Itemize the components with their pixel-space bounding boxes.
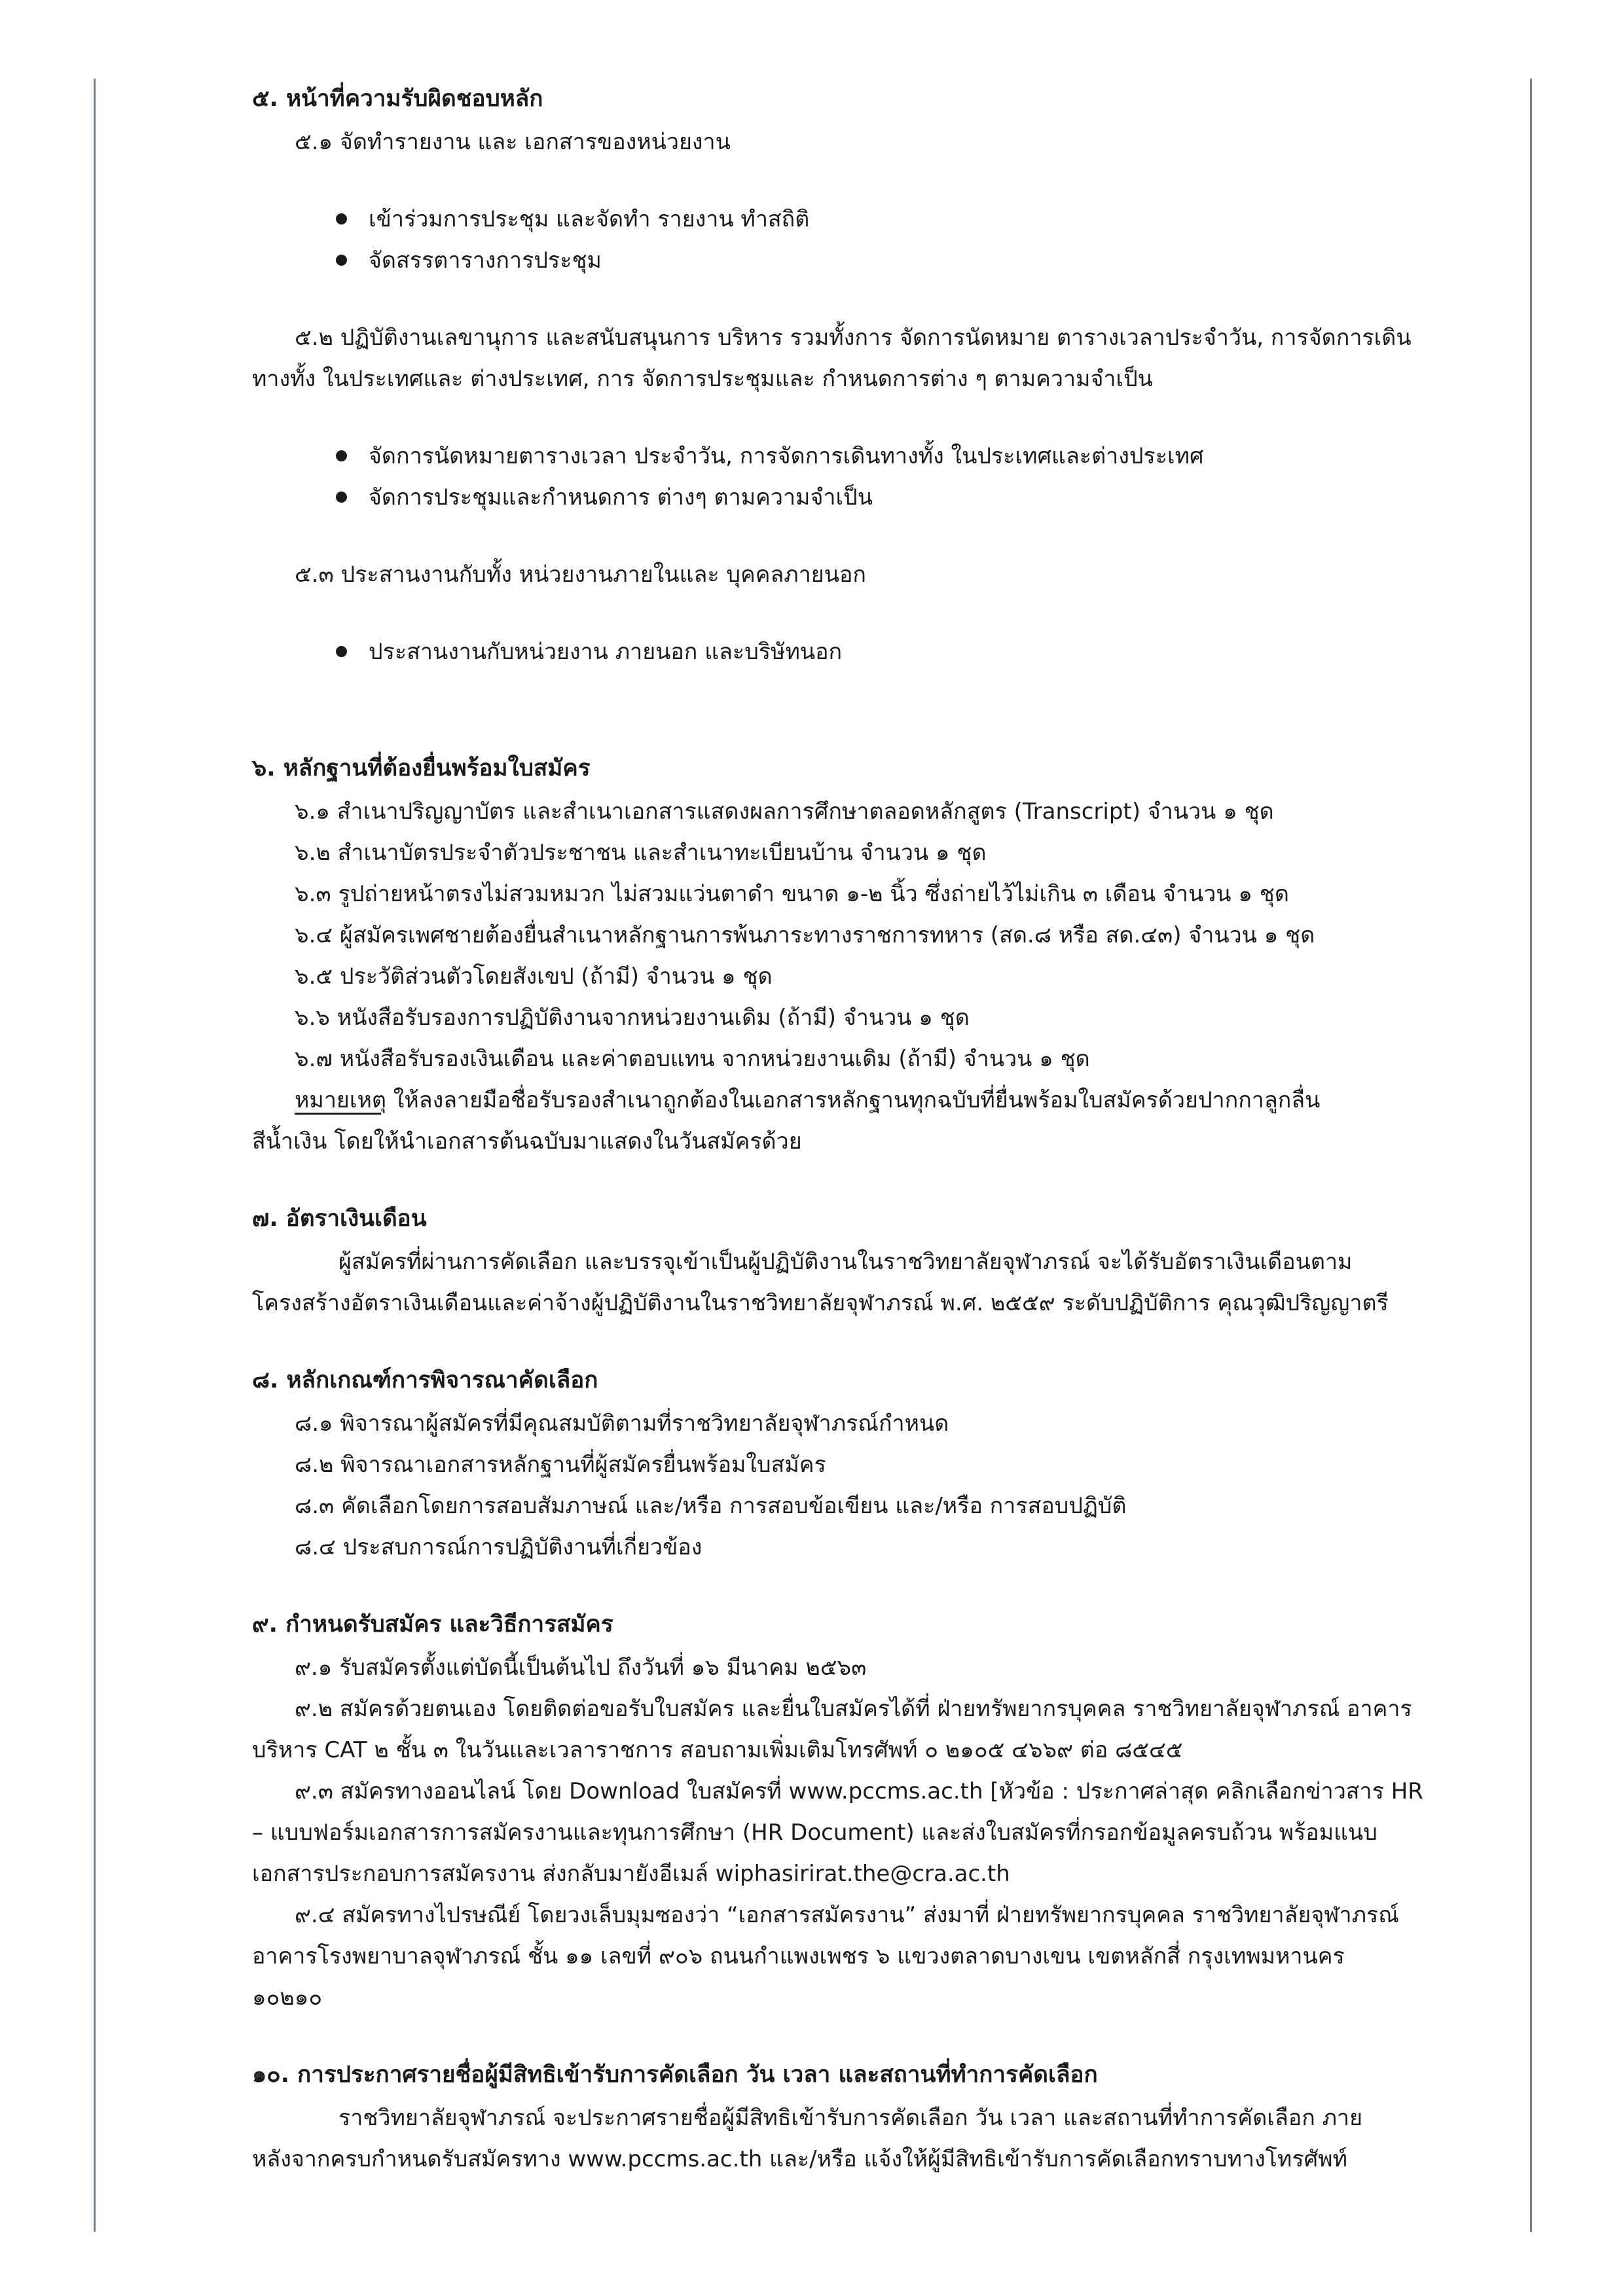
- bullet-text: ประสานงานกับหน่วยงาน ภายนอก และบริษัทนอก: [369, 639, 843, 665]
- paragraph-5-2-line-2: ทางทั้ง ในประเทศและ ต่างประเทศ, การ จัดการประชุมและ กำหนดการต่าง ๆ ตามความจำเป็น: [252, 366, 1153, 392]
- document-item: ๖.๗ หนังสือรับรองเงินเดือน และค่าตอบแทน จากหน่วยงานเดิม (ถ้ามี) จำนวน ๑ ชุด: [295, 1046, 1090, 1072]
- bullet-list-5-1: [252, 199, 1437, 281]
- section-required-documents: [252, 748, 1437, 1162]
- document-item: ๖.๑ สำเนาปริญญาบัตร และสำเนาเอกสารแสดงผลการศึกษาตลอดหลักสูตร (Transcript) จำนวน ๑ ชุด: [295, 798, 1274, 825]
- paragraph-9-2-line-1: ๙.๒ สมัครด้วยตนเอง โดยติดต่อขอรับใบสมัคร และยื่นใบสมัครได้ที่ ฝ่ายทรัพยากรบุคคล ราชวิทยาลัยจุฬาภรณ์ อาคาร: [295, 1696, 1412, 1722]
- bullet-item: [336, 436, 1437, 477]
- bullet-text: เข้าร่วมการประชุม และจัดทำ รายงาน ทำสถิติ: [369, 206, 810, 232]
- section-6-heading: ๖. หลักฐานที่ต้องยื่นพร้อมใบสมัคร: [252, 755, 591, 781]
- note-label: หมายเหตุ: [295, 1087, 386, 1113]
- left-margin-line: [94, 79, 96, 2232]
- announcement-line-1: ราชวิทยาลัยจุฬาภรณ์ จะประกาศรายชื่อผู้มีสิทธิเข้ารับการคัดเลือก วัน เวลา และสถานที่ทำการคัดเลือก ภาย: [338, 2105, 1363, 2131]
- section-selection-criteria: [252, 1360, 1437, 1568]
- paragraph-5-1: ๕.๑ จัดทำรายงาน และ เอกสารของหน่วยงาน: [295, 129, 731, 155]
- paragraph-9-3-line-1: ๙.๓ สมัครทางออนไลน์ โดย Download ใบสมัครที่ www.pccms.ac.th [หัวข้อ : ประกาศล่าสุด คลิกเลือกข่าวสาร HR: [295, 1778, 1423, 1804]
- bullet-icon: [336, 450, 347, 461]
- bullet-icon: [336, 646, 347, 657]
- bullet-text: จัดการนัดหมายตารางเวลา ประจำวัน, การจัดการเดินทางทั้ง ในประเทศและต่างประเทศ: [369, 443, 1204, 469]
- section-9-heading: ๙. กำหนดรับสมัคร และวิธีการสมัคร: [252, 1611, 613, 1638]
- section-8-heading: ๘. หลักเกณฑ์การพิจารณาคัดเลือก: [252, 1367, 598, 1393]
- bullet-item: [336, 240, 1437, 281]
- paragraph-9-3-line-2: – แบบฟอร์มเอกสารการสมัครงานและทุนการศึกษา (HR Document) และส่งใบสมัครที่กรอกข้อมูลครบถ้วน พร้อมแนบ: [252, 1820, 1377, 1846]
- document-item: ๖.๒ สำเนาบัตรประจำตัวประชาชน และสำเนาทะเบียนบ้าน จำนวน ๑ ชุด: [295, 840, 987, 866]
- bullet-list-5-3: [252, 632, 1437, 673]
- paragraph-9-2-line-2: บริหาร CAT ๒ ชั้น ๓ ในวันและเวลาราชการ สอบถามเพิ่มเติมโทรศัพท์ ๐ ๒๑๐๕ ๔๖๖๙ ต่อ ๘๕๔๕: [252, 1737, 1183, 1763]
- criteria-item: ๘.๔ ประสบการณ์การปฏิบัติงานที่เกี่ยวข้อง: [295, 1534, 702, 1560]
- bullet-item: [336, 477, 1437, 518]
- paragraph-5-2-line-1: ๕.๒ ปฏิบัติงานเลขานุการ และสนับสนุนการ บริหาร รวมทั้งการ จัดการนัดหมาย ตารางเวลาประจำวัน, การจัดการเดิน: [295, 325, 1412, 351]
- document-item: ๖.๖ หนังสือรับรองการปฏิบัติงานจากหน่วยงานเดิม (ถ้ามี) จำนวน ๑ ชุด: [295, 1005, 970, 1031]
- right-margin-line: [1530, 79, 1532, 2232]
- bullet-icon: [336, 492, 347, 503]
- announcement-line-2: หลังจากครบกำหนดรับสมัครทาง www.pccms.ac.th และ/หรือ แจ้งให้ผู้มีสิทธิเข้ารับการคัดเลือกทราบทางโทรศัพท์: [252, 2146, 1348, 2172]
- section-announcement: [252, 2054, 1437, 2180]
- document-body: [252, 79, 1437, 2180]
- bullet-icon: [336, 213, 347, 224]
- paragraph-9-3-line-3: เอกสารประกอบการสมัครงาน ส่งกลับมายังอีเมล์ wiphasirirat.the@cra.ac.th: [252, 1861, 1010, 1887]
- criteria-item: ๘.๑ พิจารณาผู้สมัครที่มีคุณสมบัติตามที่ราชวิทยาลัยจุฬาภรณ์กำหนด: [295, 1410, 949, 1437]
- section-7-heading: ๗. อัตราเงินเดือน: [252, 1206, 427, 1232]
- section-application-process: [252, 1604, 1437, 2018]
- bullet-text: จัดการประชุมและกำหนดการ ต่างๆ ตามความจำเป็น: [369, 484, 873, 511]
- salary-line-2: โครงสร้างอัตราเงินเดือนและค่าจ้างผู้ปฏิบัติงานในราชวิทยาลัยจุฬาภรณ์ พ.ศ. ๒๕๕๙ ระดับปฏิบัติการ คุณวุฒิปริญญาตรี: [252, 1290, 1389, 1316]
- bullet-icon: [336, 255, 347, 266]
- paragraph-9-4-line-3: ๑๐๒๑๐: [252, 1984, 323, 2011]
- section-5-heading: ๕. หน้าที่ความรับผิดชอบหลัก: [252, 86, 543, 112]
- salary-line-1: ผู้สมัครที่ผ่านการคัดเลือก และบรรจุเข้าเป็นผู้ปฏิบัติงานในราชวิทยาลัยจุฬาภรณ์ จะได้รับอัตราเงินเดือนตาม: [338, 1249, 1353, 1275]
- bullet-item: [336, 199, 1437, 240]
- bullet-item: [336, 632, 1437, 673]
- note-line-2: สีน้ำเงิน โดยให้นำเอกสารต้นฉบับมาแสดงในวันสมัครด้วย: [252, 1128, 802, 1155]
- document-item: ๖.๓ รูปถ่ายหน้าตรงไม่สวมหมวก ไม่สวมแว่นตาดำ ขนาด ๑-๒ นิ้ว ซึ่งถ่ายไว้ไม่เกิน ๓ เดือน จำนวน ๑ ชุด: [295, 881, 1289, 907]
- paragraph-9-4-line-1: ๙.๔ สมัครทางไปรษณีย์ โดยวงเล็บมุมซองว่า “เอกสารสมัครงาน” ส่งมาที่ ฝ่ายทรัพยากรบุคคล ราชวิทยาลัยจุฬาภรณ์: [295, 1902, 1399, 1928]
- note-text: ให้ลงลายมือชื่อรับรองสำเนาถูกต้องในเอกสารหลักฐานทุกฉบับที่ยื่นพร้อมใบสมัครด้วยปากกาลูกลื่น: [386, 1087, 1321, 1113]
- section-10-heading: ๑๐. การประกาศรายชื่อผู้มีสิทธิเข้ารับการคัดเลือก วัน เวลา และสถานที่ทำการคัดเลือก: [252, 2062, 1098, 2088]
- criteria-item: ๘.๒ พิจารณาเอกสารหลักฐานที่ผู้สมัครยื่นพร้อมใบสมัคร: [295, 1452, 826, 1478]
- criteria-item: ๘.๓ คัดเลือกโดยการสอบสัมภาษณ์ และ/หรือ การสอบข้อเขียน และ/หรือ การสอบปฏิบัติ: [295, 1493, 1127, 1519]
- section-responsibilities: [252, 79, 1437, 673]
- section-salary: [252, 1198, 1437, 1324]
- document-item: ๖.๔ ผู้สมัครเพศชายต้องยื่นสำเนาหลักฐานการพ้นภาระทางราชการทหาร (สด.๘ หรือ สด.๔๓) จำนวน ๑ ชุด: [295, 922, 1315, 948]
- note-line-1: [252, 1080, 1437, 1121]
- paragraph-9-1: ๙.๑ รับสมัครตั้งแต่บัดนี้เป็นต้นไป ถึงวันที่ ๑๖ มีนาคม ๒๕๖๓: [295, 1655, 867, 1681]
- paragraph-9-4-line-2: อาคารโรงพยาบาลจุฬาภรณ์ ชั้น ๑๑ เลขที่ ๙๐๖ ถนนกำแพงเพชร ๖ แขวงตลาดบางเขน เขตหลักสี่ กรุงเทพมหานคร: [252, 1943, 1345, 1969]
- bullet-list-5-2: [252, 436, 1437, 518]
- bullet-text: จัดสรรตารางการประชุม: [369, 247, 602, 274]
- document-item: ๖.๕ ประวัติส่วนตัวโดยสังเขป (ถ้ามี) จำนวน ๑ ชุด: [295, 963, 773, 990]
- paragraph-5-3: ๕.๓ ประสานงานกับทั้ง หน่วยงานภายในและ บุคคลภายนอก: [295, 562, 866, 588]
